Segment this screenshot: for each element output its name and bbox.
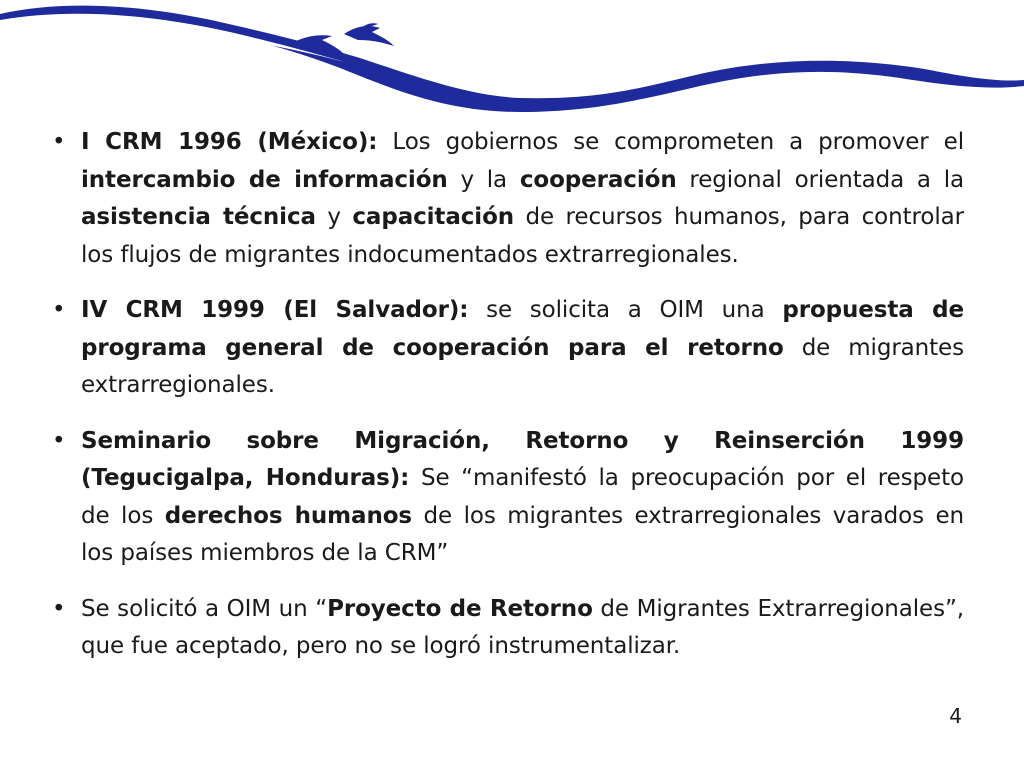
bullet-bold-text: capacitación: [352, 204, 515, 230]
bullet-dot-icon: •: [52, 129, 66, 155]
bullet-text: Los gobiernos se comprometen a promover el: [377, 129, 965, 155]
bullet-text: de los migrantes extrarregionales varados en los países miembros de la CRM”: [81, 502, 964, 566]
bullet-bold-text: derechos humanos: [164, 502, 413, 529]
bullet-bold-text: Seminario sobre Migración, Retorno y Reinserción 1999 (Tegucigalpa, Honduras):: [81, 427, 964, 491]
header-swoosh-logo: [0, 0, 1024, 120]
bullet-item: [52, 124, 964, 274]
bullet-text: regional orientada a la: [676, 166, 964, 193]
bullet-item: [52, 423, 964, 573]
bullet-text: y: [315, 204, 353, 230]
bullet-bold-text: propuesta de programa general de cooperación para el retorno: [81, 297, 965, 361]
bullet-text: Se “manifestó la preocupación por el respeto de los: [81, 465, 964, 529]
page-number: 4: [949, 704, 962, 728]
bullet-text: Se solicitó a OIM un “: [81, 595, 328, 622]
bullet-text: de Migrantes Extrarregionales”, que fue aceptado, pero no se logró instrumentalizar.: [81, 595, 965, 659]
bullet-bold-text: IV CRM 1999 (El Salvador):: [81, 297, 469, 323]
bullet-item: [52, 292, 964, 405]
bullet-item: [52, 591, 964, 666]
bullet-text: y la: [447, 166, 520, 193]
bullet-text: de recursos humanos, para controlar los flujos de migrantes indocumentados extrarregionales.: [81, 204, 965, 268]
bullet-bold-text: asistencia técnica: [81, 204, 316, 230]
bullet-bold-text: I CRM 1996 (México):: [81, 129, 378, 155]
bullet-bold-text: Proyecto de Retorno: [327, 595, 593, 622]
bullet-text: de migrantes extrarregionales.: [81, 334, 964, 398]
bullet-dot-icon: •: [52, 427, 66, 454]
bullet-dot-icon: •: [52, 297, 66, 323]
bird-icon: [344, 26, 394, 46]
bullet-list: [52, 124, 964, 666]
bullet-dot-icon: •: [52, 595, 66, 622]
bullet-bold-text: intercambio de información: [81, 166, 448, 193]
slide-content: [52, 124, 964, 666]
bullet-bold-text: cooperación: [519, 166, 677, 193]
bullet-text: se solicita a OIM una: [468, 297, 783, 323]
